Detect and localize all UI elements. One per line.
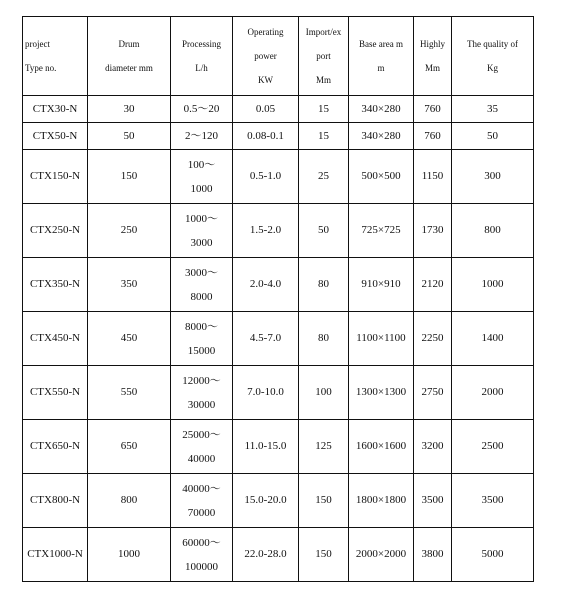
cell-height: 3800 — [414, 528, 452, 582]
cell-type: CTX450-N — [23, 312, 88, 366]
header-text-line: L/h — [195, 63, 208, 73]
cell-operating-power: 4.5-7.0 — [233, 312, 299, 366]
cell-operating-power: 0.05 — [233, 96, 299, 123]
cell-height: 3200 — [414, 420, 452, 474]
processing-line: 40000～ — [182, 482, 221, 495]
cell-quality: 35 — [452, 96, 534, 123]
header-text-line: Type no. — [25, 63, 57, 73]
cell-height: 760 — [414, 123, 452, 150]
cell-height: 3500 — [414, 474, 452, 528]
processing-line: 8000～ — [185, 320, 218, 333]
table-row — [23, 420, 534, 474]
cell-quality: 1400 — [452, 312, 534, 366]
header-text-line: Mm — [424, 63, 440, 73]
processing-line: 0.5～20 — [183, 102, 220, 115]
cell-drum-diameter: 450 — [88, 312, 171, 366]
processing-line: 3000～ — [185, 266, 218, 279]
processing-line: 25000～ — [182, 428, 221, 441]
table-row — [23, 123, 534, 150]
cell-type: CTX150-N — [23, 150, 88, 204]
cell-operating-power: 22.0-28.0 — [233, 528, 299, 582]
cell-processing — [171, 528, 233, 582]
cell-processing — [171, 420, 233, 474]
cell-import-export-port: 150 — [299, 528, 349, 582]
cell-processing — [171, 204, 233, 258]
cell-height: 1150 — [414, 150, 452, 204]
table-row — [23, 258, 534, 312]
cell-drum-diameter: 650 — [88, 420, 171, 474]
processing-line: 8000 — [190, 290, 213, 303]
cell-base-area: 340×280 — [349, 96, 414, 123]
header-height — [414, 17, 452, 96]
cell-processing — [171, 258, 233, 312]
cell-drum-diameter: 30 — [88, 96, 171, 123]
cell-drum-diameter: 50 — [88, 123, 171, 150]
cell-operating-power: 1.5-2.0 — [233, 204, 299, 258]
cell-import-export-port: 15 — [299, 123, 349, 150]
cell-type: CTX650-N — [23, 420, 88, 474]
header-text-line: Highly — [419, 39, 445, 49]
cell-import-export-port: 25 — [299, 150, 349, 204]
cell-import-export-port: 80 — [299, 312, 349, 366]
processing-line: 30000 — [187, 398, 216, 411]
header-text-line: diameter mm — [105, 63, 153, 73]
cell-processing — [171, 123, 233, 150]
cell-height: 760 — [414, 96, 452, 123]
cell-quality: 5000 — [452, 528, 534, 582]
table-row — [23, 528, 534, 582]
cell-import-export-port: 15 — [299, 96, 349, 123]
cell-type: CTX350-N — [23, 258, 88, 312]
cell-operating-power: 11.0-15.0 — [233, 420, 299, 474]
cell-processing — [171, 366, 233, 420]
processing-line: 1000 — [190, 182, 213, 195]
header-text-line: m — [377, 63, 385, 73]
cell-base-area: 2000×2000 — [349, 528, 414, 582]
cell-operating-power: 7.0-10.0 — [233, 366, 299, 420]
header-text-line: Mm — [315, 75, 331, 85]
table-row — [23, 204, 534, 258]
header-text-line: project — [25, 39, 50, 49]
cell-base-area: 1100×1100 — [349, 312, 414, 366]
header-text-line: Kg — [487, 63, 498, 73]
processing-line: 12000～ — [182, 374, 221, 387]
cell-type: CTX50-N — [23, 123, 88, 150]
cell-quality: 300 — [452, 150, 534, 204]
cell-drum-diameter: 350 — [88, 258, 171, 312]
header-text-line: Processing — [182, 39, 221, 49]
header-type — [23, 17, 88, 96]
table-row — [23, 96, 534, 123]
cell-drum-diameter: 250 — [88, 204, 171, 258]
cell-operating-power: 15.0-20.0 — [233, 474, 299, 528]
table-body — [23, 96, 534, 582]
cell-processing — [171, 96, 233, 123]
cell-quality: 800 — [452, 204, 534, 258]
header-row — [23, 17, 534, 96]
cell-processing — [171, 150, 233, 204]
cell-base-area: 500×500 — [349, 150, 414, 204]
cell-type: CTX800-N — [23, 474, 88, 528]
cell-height: 1730 — [414, 204, 452, 258]
cell-base-area: 1800×1800 — [349, 474, 414, 528]
processing-line: 70000 — [187, 506, 216, 519]
cell-import-export-port: 80 — [299, 258, 349, 312]
cell-quality: 50 — [452, 123, 534, 150]
table-row — [23, 474, 534, 528]
processing-line: 1000～ — [185, 212, 218, 225]
cell-quality: 1000 — [452, 258, 534, 312]
header-text-line: Operating — [247, 27, 284, 37]
header-drum-diameter — [88, 17, 171, 96]
cell-type: CTX250-N — [23, 204, 88, 258]
cell-import-export-port: 100 — [299, 366, 349, 420]
header-import-export-port — [299, 17, 349, 96]
cell-base-area: 1600×1600 — [349, 420, 414, 474]
header-quality — [452, 17, 534, 96]
cell-drum-diameter: 1000 — [88, 528, 171, 582]
cell-operating-power: 0.08-0.1 — [233, 123, 299, 150]
processing-line: 3000 — [190, 236, 213, 249]
header-text-line: The quality of — [467, 39, 518, 49]
processing-line: 60000～ — [182, 536, 221, 549]
cell-base-area: 725×725 — [349, 204, 414, 258]
cell-drum-diameter: 550 — [88, 366, 171, 420]
cell-base-area: 1300×1300 — [349, 366, 414, 420]
cell-type: CTX30-N — [23, 96, 88, 123]
processing-line: 100～ — [187, 158, 216, 171]
cell-processing — [171, 474, 233, 528]
table-row — [23, 150, 534, 204]
cell-import-export-port: 125 — [299, 420, 349, 474]
cell-height: 2250 — [414, 312, 452, 366]
processing-line: 40000 — [187, 452, 216, 465]
header-operating-power — [233, 17, 299, 96]
cell-import-export-port: 150 — [299, 474, 349, 528]
cell-type: CTX1000-N — [23, 528, 88, 582]
header-processing — [171, 17, 233, 96]
cell-height: 2750 — [414, 366, 452, 420]
header-text-line: port — [316, 51, 331, 61]
cell-height: 2120 — [414, 258, 452, 312]
cell-quality: 2000 — [452, 366, 534, 420]
cell-quality: 2500 — [452, 420, 534, 474]
header-text-line: Drum — [118, 39, 140, 49]
cell-base-area: 340×280 — [349, 123, 414, 150]
header-text-line: KW — [258, 75, 273, 85]
header-base-area — [349, 17, 414, 96]
processing-line: 100000 — [185, 560, 218, 573]
cell-quality: 3500 — [452, 474, 534, 528]
table-header — [23, 17, 534, 96]
cell-type: CTX550-N — [23, 366, 88, 420]
processing-line: 15000 — [187, 344, 216, 357]
cell-drum-diameter: 150 — [88, 150, 171, 204]
cell-import-export-port: 50 — [299, 204, 349, 258]
header-text-line: power — [254, 51, 277, 61]
table-row — [23, 366, 534, 420]
table-row — [23, 312, 534, 366]
cell-processing — [171, 312, 233, 366]
spec-table — [22, 16, 534, 582]
processing-line: 2～120 — [185, 129, 218, 142]
header-text-line: Import/ex — [305, 27, 342, 37]
cell-drum-diameter: 800 — [88, 474, 171, 528]
cell-base-area: 910×910 — [349, 258, 414, 312]
cell-operating-power: 0.5-1.0 — [233, 150, 299, 204]
header-text-line: Base area m — [359, 39, 403, 49]
cell-operating-power: 2.0-4.0 — [233, 258, 299, 312]
